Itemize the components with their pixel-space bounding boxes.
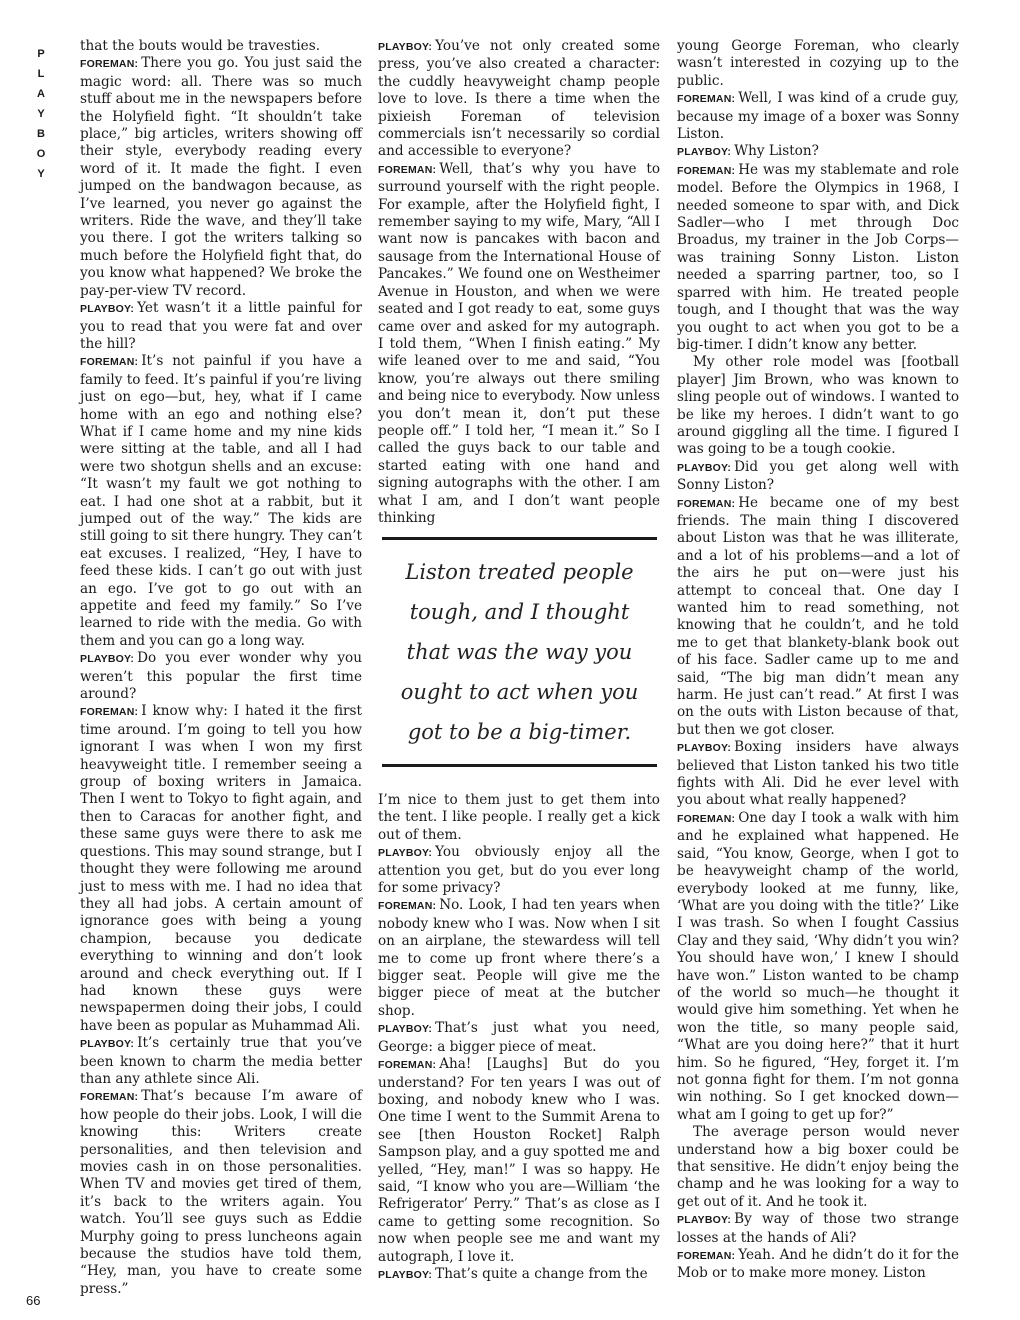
paragraph <box>677 1247 959 1283</box>
logo-letter: B <box>37 128 45 140</box>
logo-letter: Y <box>37 108 45 120</box>
paragraph <box>677 739 959 810</box>
paragraph-text: Boxing insiders have always believed that Liston tanked his two title fights with Ali. Did he ever level with you about what really happened? <box>677 739 959 809</box>
logo-letter: Y <box>37 168 45 180</box>
speaker-label: FOREMAN: <box>378 163 437 176</box>
paragraph-text: Well, that’s why you have to surround yourself with the right people. For example, after the Holyfield fight, I remember saying to my wife, Mary, “All I want now is pancakes with bacon and sausage from the International House of Pancakes.” We found one on Westheimer Avenue in Houston, and when we were seated and I got ready to eat, some guys came over and asked for my autograph. I told them, “When I finish eating.” My wife leaned over to me and said, “You know, you’re always out there smiling and being nice to everybody. Now unless you don’t mean it, don’t put these people off.” I told her, “I mean it.” So I called the guys back to our table and started eating with one hand and signing autographs with the other. I am what I am, and I don’t want people thinking <box>378 160 660 526</box>
speaker-label: PLAYBOY: <box>378 41 433 53</box>
paragraph <box>677 810 959 1124</box>
paragraph-text: Do you ever wonder why you weren’t this popular the first time around? <box>80 650 362 703</box>
article-column-2-continued <box>378 792 660 1284</box>
paragraph <box>677 162 959 354</box>
magazine-vertical-logo <box>30 44 52 184</box>
paragraph-text: That’s quite a change from the <box>435 1265 648 1282</box>
paragraph-text: young George Foreman, who clearly wasn’t interested in cozying up to the public. <box>677 38 959 89</box>
speaker-label: PLAYBOY: <box>378 1268 433 1281</box>
paragraph <box>80 38 362 55</box>
paragraph <box>677 495 959 740</box>
paragraph <box>677 354 959 458</box>
speaker-label: FOREMAN: <box>378 1059 437 1072</box>
speaker-label: FOREMAN: <box>677 812 736 825</box>
paragraph <box>378 161 660 528</box>
paragraph-text: You obviously enjoy all the attention you get, but do you ever long for some privacy? <box>378 844 660 897</box>
paragraph-text: There you go. You just said the magic word: all. There was so much stuff about me in the newspapers before the Holyfield fight. “It shouldn’t take place,” big articles, writers showing off their style, everybody reading every word of it. It made the fight. I even jumped on the bandwagon because, as I’ve learned, you never go against the writers. Ride the wave, and they’ll take you there. I got the writers talking so much before the Holyfield fight that, do you know what happened? We broke the pay-per-view TV record. <box>80 55 362 299</box>
speaker-label: FOREMAN: <box>677 93 736 106</box>
speaker-label: PLAYBOY: <box>80 653 135 666</box>
logo-letter: L <box>37 68 45 80</box>
paragraph <box>80 650 362 703</box>
speaker-label: FOREMAN: <box>677 1250 736 1263</box>
paragraph-text: My other role model was [football player] Jim Brown, who was known to sling people out of windows. I wanted to be like my heroes. I didn’t want to go around giggling all the time. I figured I was going to be a tough cookie. <box>677 354 959 458</box>
speaker-label: PLAYBOY: <box>378 847 433 860</box>
paragraph <box>378 844 660 897</box>
article-column-2 <box>378 38 660 527</box>
logo-letter: A <box>37 88 45 100</box>
paragraph <box>677 143 959 161</box>
speaker-label: PLAYBOY: <box>677 146 732 159</box>
paragraph <box>80 1088 362 1298</box>
speaker-label: PLAYBOY: <box>677 1214 732 1227</box>
paragraph <box>80 703 362 1035</box>
paragraph-text: The average person would never understand how a big boxer could be that sensitive. He didn’t enjoy being the champ and he was looking for a way to get out of it. And he took it. <box>677 1124 959 1210</box>
speaker-label: FOREMAN: <box>80 706 139 719</box>
speaker-label: FOREMAN: <box>677 497 736 510</box>
paragraph-text: One day I took a walk with him and he explained what happened. He said, “You know, George, when I got to be heavyweight champ of the world, everybody looked at me funny, like, ‘What are you doing with the title?’ Like I was trash. So when I fought Cassius Clay and they said, ‘Why didn’t you win? You should have won,’ I knew I should have won.” Liston wanted to be champ of the world so much—he thought it would give him something. Yet when he won the title, so many people said, “What are you doing here?” that it hurt him. So he figured, “Hey, forget it. I’m not gonna fight for them. I’m not gonna win nothing. So I get knocked down—what am I going to get up for?” <box>677 809 959 1123</box>
page-number: 66 <box>26 1293 41 1308</box>
paragraph-text: It’s certainly true that you’ve been known to charm the media better than any athlete since Ali. <box>80 1035 362 1087</box>
speaker-label: PLAYBOY: <box>80 1038 135 1051</box>
paragraph <box>80 353 362 650</box>
paragraph <box>378 1056 660 1266</box>
speaker-label: FOREMAN: <box>378 900 437 913</box>
paragraph <box>80 1035 362 1088</box>
paragraph-text: That’s because I’m aware of how people do their jobs. Look, I will die knowing this: Writers create personalities, and then television and movies cash in on those personalities. When TV and movies get tired of them, it’s back to the writers again. You watch. You’ll see guys such as Eddie Murphy going to press luncheons again because the studios have told them, “Hey, man, you have to create some press.” <box>80 1088 362 1297</box>
paragraph <box>378 1020 660 1056</box>
speaker-label: FOREMAN: <box>80 356 139 369</box>
speaker-label: PLAYBOY: <box>677 742 732 755</box>
paragraph-text: That’s just what you need, George: a bigger piece of meat. <box>378 1020 660 1055</box>
paragraph-text: It’s not painful if you have a family to feed. It’s painful if you’re living just on ego—but, hey, what if I came home with an ego and nothing else? What if I came home and my nine kids were sitting at the table, and all I had were two shotgun shells and an excuse: “It wasn’t my fault we got nothing to eat. I had one shot at a rabbit, but it jumped out of the way.” The kids are still going to sit there hungry. They can’t eat excuses. I realized, “Hey, I have to feed these kids. I can’t go out with just an ego. I’ve got to go out with an appetite and feed my family.” So I’ve learned to ride with the media. Go with them and you can go a long way. <box>80 353 362 649</box>
article-column-1 <box>80 38 362 1298</box>
speaker-label: PLAYBOY: <box>677 461 732 474</box>
paragraph-text: Yet wasn’t it a little painful for you to read that you were fat and over the hill? <box>80 300 362 352</box>
paragraph <box>677 90 959 143</box>
paragraph-text: He was my stablemate and role model. Before the Olympics in 1968, I needed someone to spar with, and Dick Sadler—who I met through Doc Broadus, my trainer in the Job Corps—was training Sonny Liston. Liston needed a sparring partner, too, so I sparred with him. He treated people tough, and I thought that was the way you ought to act when you got to be a big-timer. I didn’t know any better. <box>677 161 959 353</box>
logo-letter: O <box>36 148 46 160</box>
paragraph-text: By way of those two strange losses at the hands of Ali? <box>677 1211 959 1246</box>
paragraph <box>378 792 660 844</box>
pull-quote-text: Liston treated people tough, and I thought that was the way you ought to act when you got to be a big-timer. <box>400 560 639 744</box>
pull-quote <box>382 537 657 767</box>
paragraph-text: I’m nice to them just to get them into the tent. I like people. I really get a kick out of them. <box>378 792 660 843</box>
paragraph-text: Well, I was kind of a crude guy, because my image of a boxer was Sonny Liston. <box>677 90 959 143</box>
speaker-label: FOREMAN: <box>80 58 139 71</box>
paragraph-text: He became one of my best friends. The main thing I discovered about Liston was that he was illiterate, and a lot of his problems—and a lot of the airs he put on—were just his attempt to conceal that. One day I wanted him to read something, not knowing that he couldn’t, and he told me to get that blankety-blank book out of his face. Sadler came up to me and said, “The big man didn’t mean any harm. He just can’t read.” At first I was on the outs with Liston because of that, but then we got closer. <box>677 494 959 738</box>
speaker-label: PLAYBOY: <box>378 1023 433 1036</box>
paragraph <box>378 38 660 161</box>
article-column-3 <box>677 38 959 1283</box>
paragraph <box>80 55 362 300</box>
speaker-label: FOREMAN: <box>677 164 736 177</box>
paragraph-text: Why Liston? <box>734 143 819 160</box>
paragraph <box>677 459 959 495</box>
paragraph-text: that the bouts would be travesties. <box>80 38 321 54</box>
paragraph <box>378 897 660 1020</box>
paragraph-text: You’ve not only created some press, you’ve also created a character: the cuddly heavyweight champ people love to love. Is there a time when the pixieish Foreman of television commercials isn’t necessarily so cordial and accessible to everyone? <box>378 38 660 160</box>
paragraph-text: I know why: I hated it the first time around. I’m going to tell you how ignorant I was when I won my first heavyweight title. I remember seeing a group of boxing writers in Jamaica. Then I went to Tokyo to fight again, and then to Caracas for another fight, and these same guys were there to ask me questions. This may sound strange, but I thought they were following me around just to mess with me. I had no idea that they all had jobs. A certain amount of ignorance goes with being a young champion, because you dedicate everything to winning and don’t look around and check everything out. If I had known these guys were newspapermen doing their jobs, I could have been as popular as Muhammad Ali. <box>80 703 362 1034</box>
paragraph <box>378 1266 660 1284</box>
paragraph-text: Yeah. And he didn’t do it for the Mob or to make more money. Liston <box>677 1247 959 1282</box>
paragraph-text: Aha! [Laughs] But do you understand? For ten years I was out of boxing, and nobody knew who I was. One time I went to the Summit Arena to see [then Houston Rocket] Ralph Sampson play, and a guy spotted me and yelled, “Hey, man!” I was so happy. He said, “I know who you are—William ‘the Refrigerator’ Perry.” That’s as close as I came to getting some recognition. So now when people see me and want my autograph, I love it. <box>378 1056 660 1265</box>
paragraph <box>677 1211 959 1247</box>
paragraph <box>677 1124 959 1211</box>
paragraph-text: No. Look, I had ten years when nobody knew who I was. Now when I sit on an airplane, the stewardess will tell me to come up front where there’s a bigger seat. People will give me the bigger piece of meat at the butcher shop. <box>378 897 660 1019</box>
paragraph-text: Did you get along well with Sonny Liston? <box>677 458 959 494</box>
paragraph <box>80 300 362 353</box>
logo-letter: P <box>37 48 45 60</box>
speaker-label: FOREMAN: <box>80 1091 139 1104</box>
speaker-label: PLAYBOY: <box>80 303 135 316</box>
paragraph <box>677 38 959 90</box>
